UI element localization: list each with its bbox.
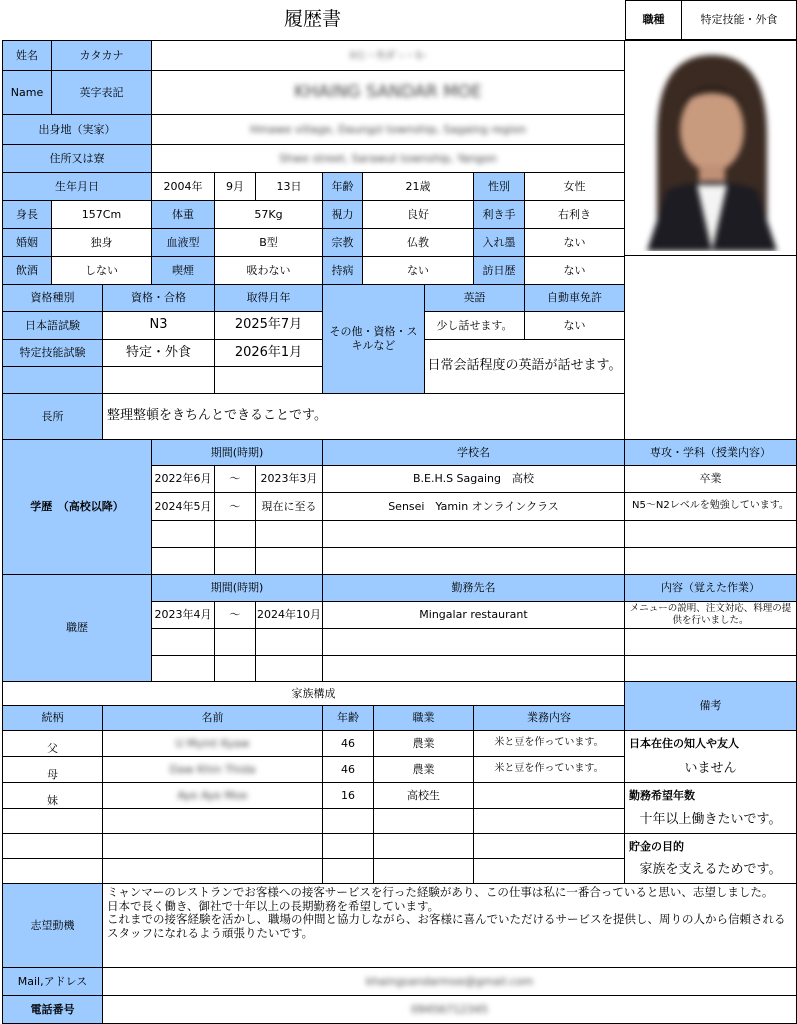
qual-row1-pass: N3 (102, 311, 215, 340)
edu-row1-from: 2022年6月 (151, 465, 215, 493)
blood-label: 血液型 (151, 228, 215, 257)
family-row5-age (322, 833, 374, 859)
qual-row3-pass (102, 366, 215, 394)
family-row1-duty: 米と豆を作っています。 (473, 730, 625, 757)
family-name-header: 名前 (102, 705, 323, 731)
work-row2-to (255, 628, 323, 656)
birth-day: 13日 (255, 172, 323, 201)
edu-row1-sep: 〜 (214, 465, 256, 493)
edu-major-header: 専攻・学科（授業内容） (624, 439, 797, 466)
remarks-a1: いません (624, 756, 797, 783)
edu-row2-to: 現在に至る (255, 492, 323, 521)
work-row1-sep: 〜 (214, 601, 256, 629)
family-rel-header: 続柄 (2, 705, 103, 731)
family-job-header: 職業 (373, 705, 474, 731)
name-label: 姓名 (2, 40, 52, 71)
work-row1-from: 2023年4月 (151, 601, 215, 629)
address-label: 住所又は寮 (2, 144, 152, 173)
handedness-value: 右利き (524, 200, 625, 229)
smoking-value: 吸わない (214, 256, 323, 285)
edu-period-header: 期間(時期) (151, 439, 323, 466)
edu-row4-major (624, 547, 797, 575)
other-skills-value: 日常会話程度の英語が話せます。 (424, 339, 625, 394)
work-row3-sep (214, 655, 256, 682)
edu-row4-school (322, 547, 625, 575)
work-row1-place: Mingalar restaurant (322, 601, 625, 629)
remarks-q1: 日本在住の知人や友人 (624, 730, 797, 757)
family-row5-duty (473, 833, 625, 859)
disease-value: ない (362, 256, 474, 285)
weight-label: 体重 (151, 200, 215, 229)
edu-row2-sep: 〜 (214, 492, 256, 521)
edu-row3-sep (214, 520, 256, 548)
qual-row1-date: 2025年7月 (214, 311, 323, 340)
family-row2-rel: 母 (2, 756, 103, 783)
birth-month: 9月 (214, 172, 256, 201)
other-skills-label: その他・資格・スキルなど (322, 284, 425, 394)
edu-row2-from: 2024年5月 (151, 492, 215, 521)
eyesight-value: 良好 (362, 200, 474, 229)
family-row2-duty: 米と豆を作っています。 (473, 756, 625, 783)
english-label: 英語 (424, 284, 525, 312)
family-row2-name: Daw Khin Thida (102, 756, 323, 783)
work-row3-to (255, 655, 323, 682)
family-row1-rel: 父 (2, 730, 103, 757)
work-content-header: 内容（覚えた作業） (624, 574, 797, 602)
family-row6-age (322, 858, 374, 884)
katakana-label: カタカナ (51, 40, 152, 71)
tattoo-value: ない (524, 228, 625, 257)
motivation-label: 志望動機 (2, 883, 103, 968)
family-row2-job: 農業 (373, 756, 474, 783)
birth-year: 2004年 (151, 172, 215, 201)
remarks-a2: 十年以上働きたいです。 (624, 807, 797, 834)
applicant-photo (627, 45, 793, 251)
work-row2-content (624, 628, 797, 656)
english-value: 少し話せます。 (424, 311, 525, 340)
edu-row1-school: B.E.H.S Sagaing 高校 (322, 465, 625, 493)
eyesight-label: 視力 (322, 200, 363, 229)
qual-pass-header: 資格・合格 (102, 284, 215, 312)
edu-row4-to (255, 547, 323, 575)
address-value: Shwe street, Sarawut township, Yangon (151, 144, 625, 173)
sex-value: 女性 (524, 172, 625, 201)
family-row1-name: U Myint Kyaw (102, 730, 323, 757)
japan-visit-label: 訪日歴 (473, 256, 525, 285)
photo-blank-area (624, 255, 797, 440)
work-row2-place (322, 628, 625, 656)
work-row3-place (322, 655, 625, 682)
edu-row3-to (255, 520, 323, 548)
japan-visit-value: ない (524, 256, 625, 285)
edu-row4-sep (214, 547, 256, 575)
phone-value: 09456712345 (102, 995, 797, 1024)
birthdate-label: 生年月日 (2, 172, 152, 201)
family-row4-duty (473, 808, 625, 834)
family-row2-age: 46 (322, 756, 374, 783)
disease-label: 持病 (322, 256, 363, 285)
strength-label: 長所 (2, 393, 103, 440)
family-row3-name: Aye Aye Moe (102, 782, 323, 809)
marriage-label: 婚姻 (2, 228, 52, 257)
qual-row2-date: 2026年1月 (214, 339, 323, 367)
qual-row3-date (214, 366, 323, 394)
work-row2-sep (214, 628, 256, 656)
smoking-label: 喫煙 (151, 256, 215, 285)
phone-label: 電話番号 (2, 995, 103, 1024)
qual-row2-type: 特定技能試験 (2, 339, 103, 367)
family-row4-job (373, 808, 474, 834)
family-row3-rel: 妹 (2, 782, 103, 809)
family-age-header: 年齢 (322, 705, 374, 731)
height-value: 157Cm (51, 200, 152, 229)
religion-label: 宗教 (322, 228, 363, 257)
family-row1-age: 46 (322, 730, 374, 757)
religion-value: 仏教 (362, 228, 474, 257)
blood-value: B型 (214, 228, 323, 257)
work-place-header: 勤務先名 (322, 574, 625, 602)
handedness-label: 利き手 (473, 200, 525, 229)
edu-row3-school (322, 520, 625, 548)
marriage-value: 独身 (51, 228, 152, 257)
mail-label: Mail,アドレス (2, 967, 103, 996)
family-row5-name (102, 833, 323, 859)
qual-row1-type: 日本語試験 (2, 311, 103, 340)
family-row6-job (373, 858, 474, 884)
tattoo-label: 入れ墨 (473, 228, 525, 257)
education-label: 学歴 （高校以降） (2, 439, 152, 575)
name-label-en: Name (2, 70, 52, 115)
edu-row3-from (151, 520, 215, 548)
family-row5-rel (2, 833, 103, 859)
license-label: 自動車免許 (524, 284, 625, 312)
drinking-value: しない (51, 256, 152, 285)
romaji-label: 英字表記 (51, 70, 152, 115)
family-row5-job (373, 833, 474, 859)
age-label: 年齢 (322, 172, 363, 201)
strength-value: 整理整頓をきちんとできることです。 (102, 393, 625, 440)
work-row1-to: 2024年10月 (255, 601, 323, 629)
family-row6-rel (2, 858, 103, 884)
family-row3-duty (473, 782, 625, 809)
remarks-label: 備考 (624, 681, 797, 731)
qual-type-header: 資格種別 (2, 284, 103, 312)
family-row6-name (102, 858, 323, 884)
edu-row4-from (151, 547, 215, 575)
license-value: ない (524, 311, 625, 340)
remarks-q3: 貯金の目的 (624, 833, 797, 859)
weight-value: 57Kg (214, 200, 323, 229)
remarks-q2: 勤務希望年数 (624, 782, 797, 808)
edu-row1-major: 卒業 (624, 465, 797, 493)
katakana-value: ｶｲﾝ・ｻﾝﾀﾞｰ・ﾓｰ (151, 40, 625, 71)
job-type-label: 職種 (625, 0, 682, 40)
family-row3-age: 16 (322, 782, 374, 809)
edu-row2-major: N5〜N2レベルを勉強しています。 (624, 492, 797, 521)
work-label: 職歴 (2, 574, 152, 682)
birthplace-label: 出身地（実家） (2, 114, 152, 145)
age-value: 21歳 (362, 172, 474, 201)
job-type-value: 特定技能・外食 (681, 0, 797, 40)
family-row4-name (102, 808, 323, 834)
edu-row1-to: 2023年3月 (255, 465, 323, 493)
family-row4-age (322, 808, 374, 834)
page-title: 履歴書 (0, 0, 625, 40)
birthplace-value: Hmawe village, Daungzi township, Sagaing region (151, 114, 625, 145)
family-row1-job: 農業 (373, 730, 474, 757)
work-row3-content (624, 655, 797, 682)
work-row1-content: メニューの説明、注文対応、料理の提供を行いました。 (624, 601, 797, 629)
edu-row3-major (624, 520, 797, 548)
work-period-header: 期間(時期) (151, 574, 323, 602)
romaji-value: KHAING SANDAR MOE (151, 70, 625, 115)
drinking-label: 飲酒 (2, 256, 52, 285)
qual-date-header: 取得月年 (214, 284, 323, 312)
family-row6-duty (473, 858, 625, 884)
work-row2-from (151, 628, 215, 656)
work-row3-from (151, 655, 215, 682)
family-title: 家族構成 (2, 681, 625, 706)
mail-value: khaingsandarmoe@gmail.com (102, 967, 797, 996)
family-row4-rel (2, 808, 103, 834)
qual-row2-pass: 特定・外食 (102, 339, 215, 367)
sex-label: 性別 (473, 172, 525, 201)
remarks-a3: 家族を支えるためです。 (624, 858, 797, 884)
qual-row3-type (2, 366, 103, 394)
edu-row2-school: Sensei Yamin オンラインクラス (322, 492, 625, 521)
family-row3-job: 高校生 (373, 782, 474, 809)
motivation-value: ミャンマーのレストランでお客様への接客サービスを行った経験があり、この仕事は私に一番合っていると思い、志望しました。 日本で長く働き、御社で十年以上の長期勤務を希望しています。 これまでの接客経験を活かし、職場の仲間と協力しながら、お客様に喜んでいただけるサービスを提供し、周りの人から信頼されるスタッフになれるよう頑張りたいです。 (102, 883, 797, 968)
family-duty-header: 業務内容 (473, 705, 625, 731)
edu-school-header: 学校名 (322, 439, 625, 466)
height-label: 身長 (2, 200, 52, 229)
